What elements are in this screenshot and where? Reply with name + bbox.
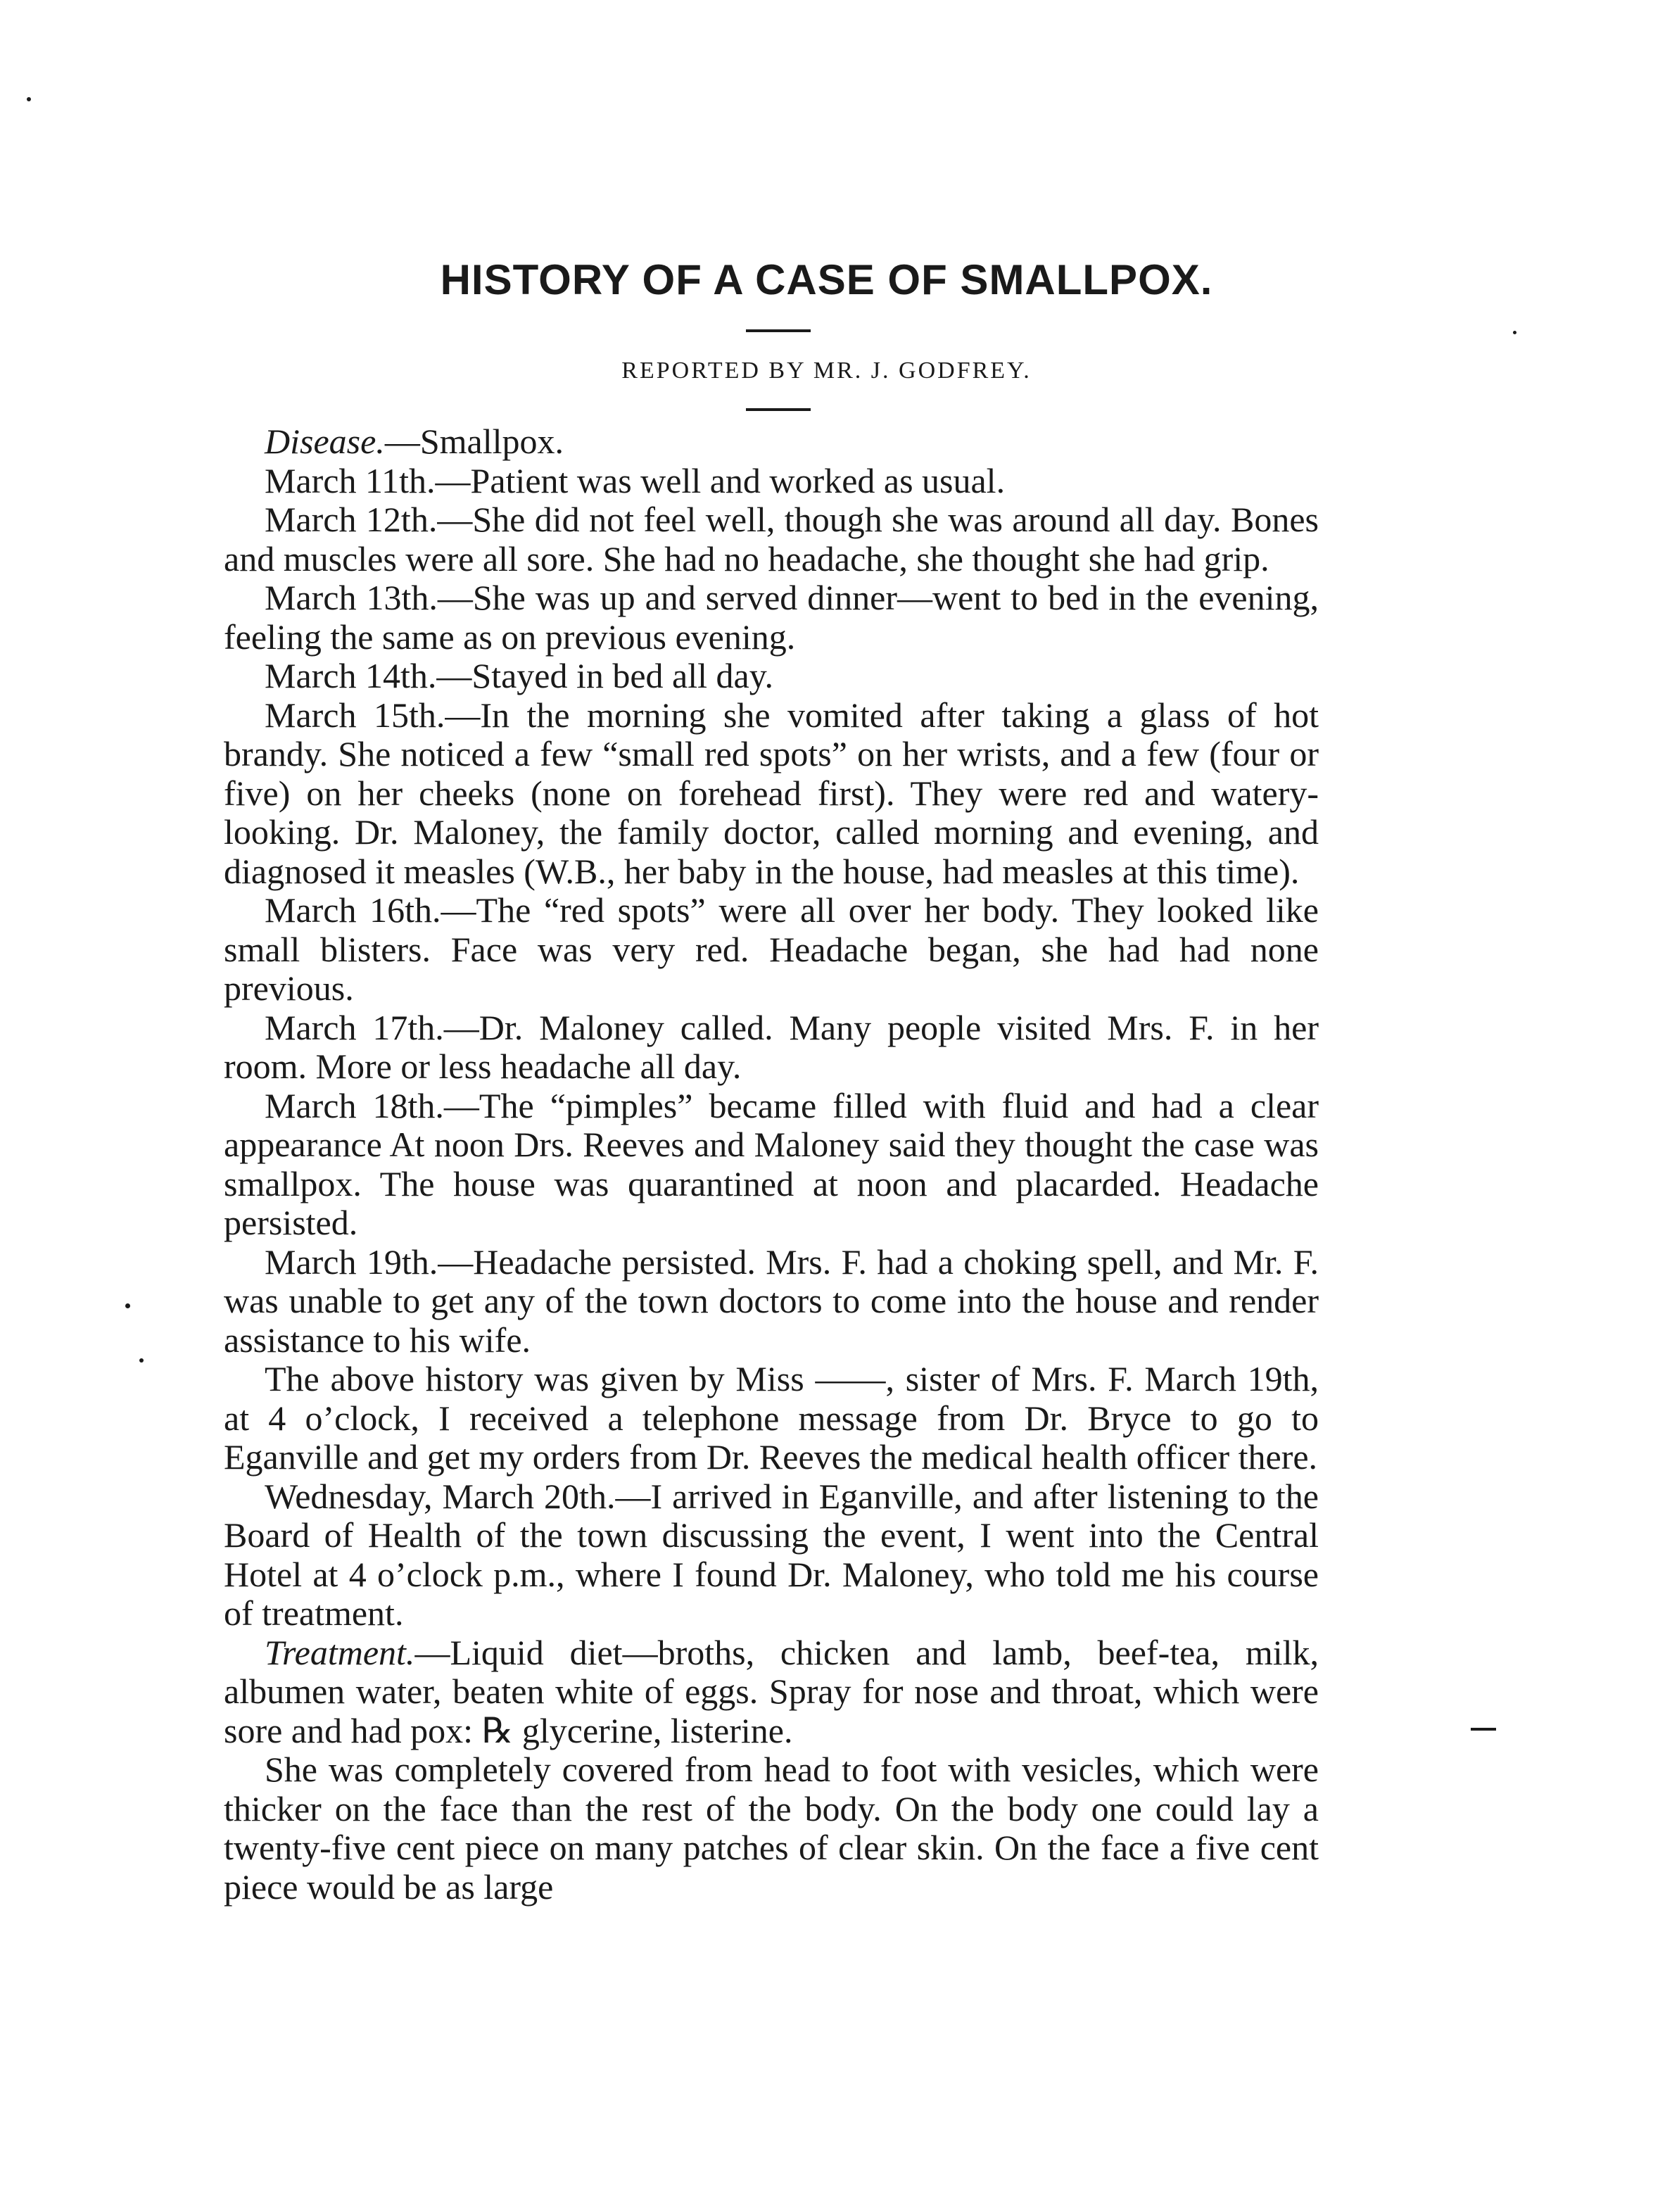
paragraph-text: —Liquid diet—broths, chicken and lamb, beef-tea, milk, albumen water, beaten white of eggs. Spray for nose and throat, which were sore and had pox: ℞ glycerine, listerine. xyxy=(224,1632,1319,1750)
paragraph xyxy=(224,1477,1319,1633)
paragraph-lead: Disease. xyxy=(265,422,385,461)
paragraph-text: March 15th.—In the morning she vomited after taking a glass of hot brandy. She noticed a few “small red spots” on her wrists, and a few (four or five) on her cheeks (none on forehead first). They were red and watery-looking. Dr. Maloney, the family doctor, called morning and evening, and diagnosed it measles (W.B., her baby in the house, had measles at this time). xyxy=(224,695,1319,891)
byline: REPORTED BY MR. J. GODFREY. xyxy=(621,358,1032,384)
paragraph-text: March 13th.—She was up and served dinner—went to bed in the evening, feeling the same as on previous evening. xyxy=(224,578,1319,657)
paragraph-text: March 18th.—The “pimples” became filled with fluid and had a clear appearance At noon Drs. Reeves and Maloney said they thought the case was smallpox. The house was quarantined at noon and placarded. Headache persisted. xyxy=(224,1085,1319,1242)
paragraph-text: March 17th.—Dr. Maloney called. Many people visited Mrs. F. in her room. More or less headache all day. xyxy=(224,1007,1319,1086)
scan-speck xyxy=(27,97,31,101)
paragraph xyxy=(224,696,1319,892)
paragraph-text: Wednesday, March 20th.—I arrived in Eganville, and after listening to the Board of Health of the town discussing the event, I went into the Central Hotel at 4 o’clock p.m., where I found Dr. Maloney, who told me his course of treatment. xyxy=(224,1476,1319,1633)
scan-speck xyxy=(139,1358,144,1363)
paragraph xyxy=(224,1009,1319,1087)
scan-speck xyxy=(1513,331,1516,334)
paragraph-text: March 19th.—Headache persisted. Mrs. F. had a choking spell, and Mr. F. was unable to get any of the town doctors to come into the house and render assistance to his wife. xyxy=(224,1241,1319,1360)
paragraph-text: March 16th.—The “red spots” were all over her body. They looked like small blisters. Face was very red. Headache began, she had had none previous. xyxy=(224,890,1319,1008)
paragraph xyxy=(224,1087,1319,1243)
paragraph xyxy=(224,462,1319,501)
paragraph-text: March 14th.—Stayed in bed all day. xyxy=(265,656,773,695)
paragraph xyxy=(224,422,1319,462)
paragraph-text: March 11th.—Patient was well and worked as usual. xyxy=(265,460,1006,500)
scan-mark xyxy=(1471,1728,1496,1731)
title-divider xyxy=(746,329,811,332)
paragraph xyxy=(224,1750,1319,1907)
paragraph-lead: Treatment. xyxy=(265,1632,415,1672)
page-title: HISTORY OF A CASE OF SMALLPOX. xyxy=(440,256,1213,303)
paragraph-text: She was completely covered from head to foot with vesicles, which were thicker on the face than the rest of the body. On the body one could lay a twenty-five cent piece on many patches of clear skin. On the face a five cent piece would be as large xyxy=(224,1750,1319,1907)
paragraph-text: —Smallpox. xyxy=(384,422,564,461)
scan-speck xyxy=(125,1303,130,1308)
paragraph-text: March 12th.—She did not feel well, though she was around all day. Bones and muscles were all sore. She had no headache, she thought she had grip. xyxy=(224,500,1319,579)
paragraph xyxy=(224,1243,1319,1360)
article-body xyxy=(224,422,1319,1907)
paragraph xyxy=(224,579,1319,657)
paragraph xyxy=(224,657,1319,696)
paragraph xyxy=(224,500,1319,579)
byline-divider xyxy=(746,408,811,411)
paragraph xyxy=(224,891,1319,1009)
paragraph-text: The above history was given by Miss ——, sister of Mrs. F. March 19th, at 4 o’clock, I received a telephone message from Dr. Bryce to go to Eganville and get my orders from Dr. Reeves the medical health officer there. xyxy=(224,1359,1319,1477)
paragraph xyxy=(224,1360,1319,1477)
paragraph xyxy=(224,1633,1319,1751)
